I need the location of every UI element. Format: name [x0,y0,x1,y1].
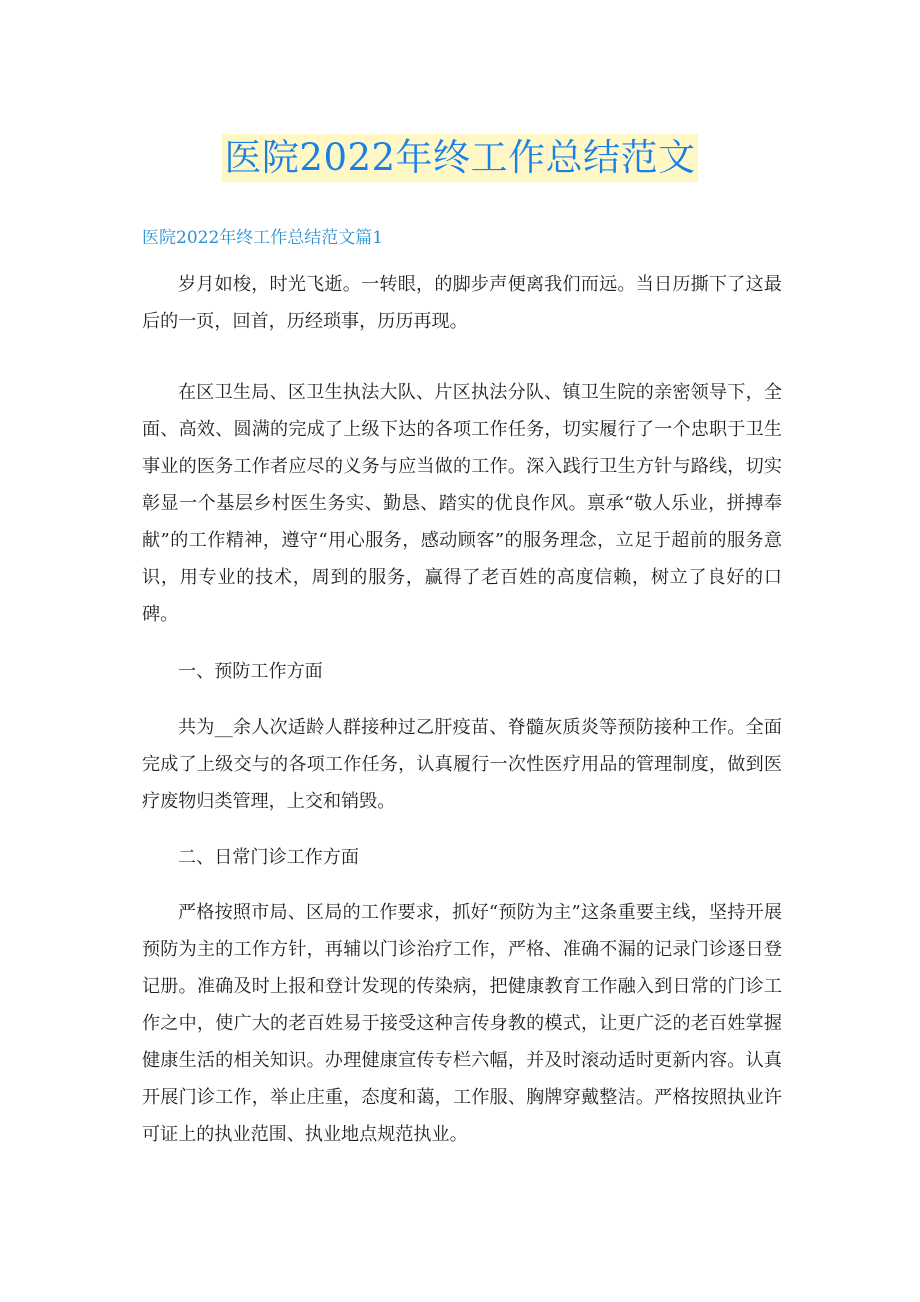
document-title: 医院2022年终工作总结范文 [222,134,697,182]
article-subheading: 医院2022年终工作总结范文篇1 [142,228,384,248]
paragraph-leadership: 在区卫生局、区卫生执法大队、片区执法分队、镇卫生院的亲密领导下，全面、高效、圆满的完成了上级下达的各项工作任务，切实履行了一个忠职于卫生事业的医务工作者应尽的义务与应当做的工作。深入践行卫生方针与路线，切实彰显一个基层乡村医生务实、勤恳、踏实的优良作风。禀承“敬人乐业，拼搏奉献”的工作精神，遵守“用心服务，感动顾客”的服务理念，立足于超前的服务意识，用专业的技术，周到的服务，赢得了老百姓的高度信赖，树立了良好的口碑。 [142,382,782,625]
paragraph-intro: 岁月如梭，时光飞逝。一转眼，的脚步声便离我们而远。当日历撕下了这最后的一页，回首，历经琐事，历历再现。 [142,274,782,332]
paragraph-prevention: 共为__余人次适龄人群接种过乙肝疫苗、脊髓灰质炎等预防接种工作。全面完成了上级交与的各项工作任务，认真履行一次性医疗用品的管理制度，做到医疗废物归类管理，上交和销毁。 [142,717,782,812]
paragraph-outpatient: 严格按照市局、区局的工作要求，抓好“预防为主”这条重要主线，坚持开展预防为主的工作方针，再辅以门诊治疗工作，严格、准确不漏的记录门诊逐日登记册。准确及时上报和登计发现的传染病，把健康教育工作融入到日常的门诊工作之中，使广大的老百姓易于接受这种言传身教的模式，让更广泛的老百姓掌握健康生活的相关知识。办理健康宣传专栏六幅，并及时滚动适时更新内容。认真开展门诊工作，举止庄重，态度和蔼，工作服、胸牌穿戴整洁。严格按照执业许可证上的执业范围、执业地点规范执业。 [142,902,782,1145]
section-heading-prevention: 一、预防工作方面 [178,661,323,682]
section-heading-outpatient: 二、日常门诊工作方面 [178,847,359,868]
title-container [0,134,920,182]
